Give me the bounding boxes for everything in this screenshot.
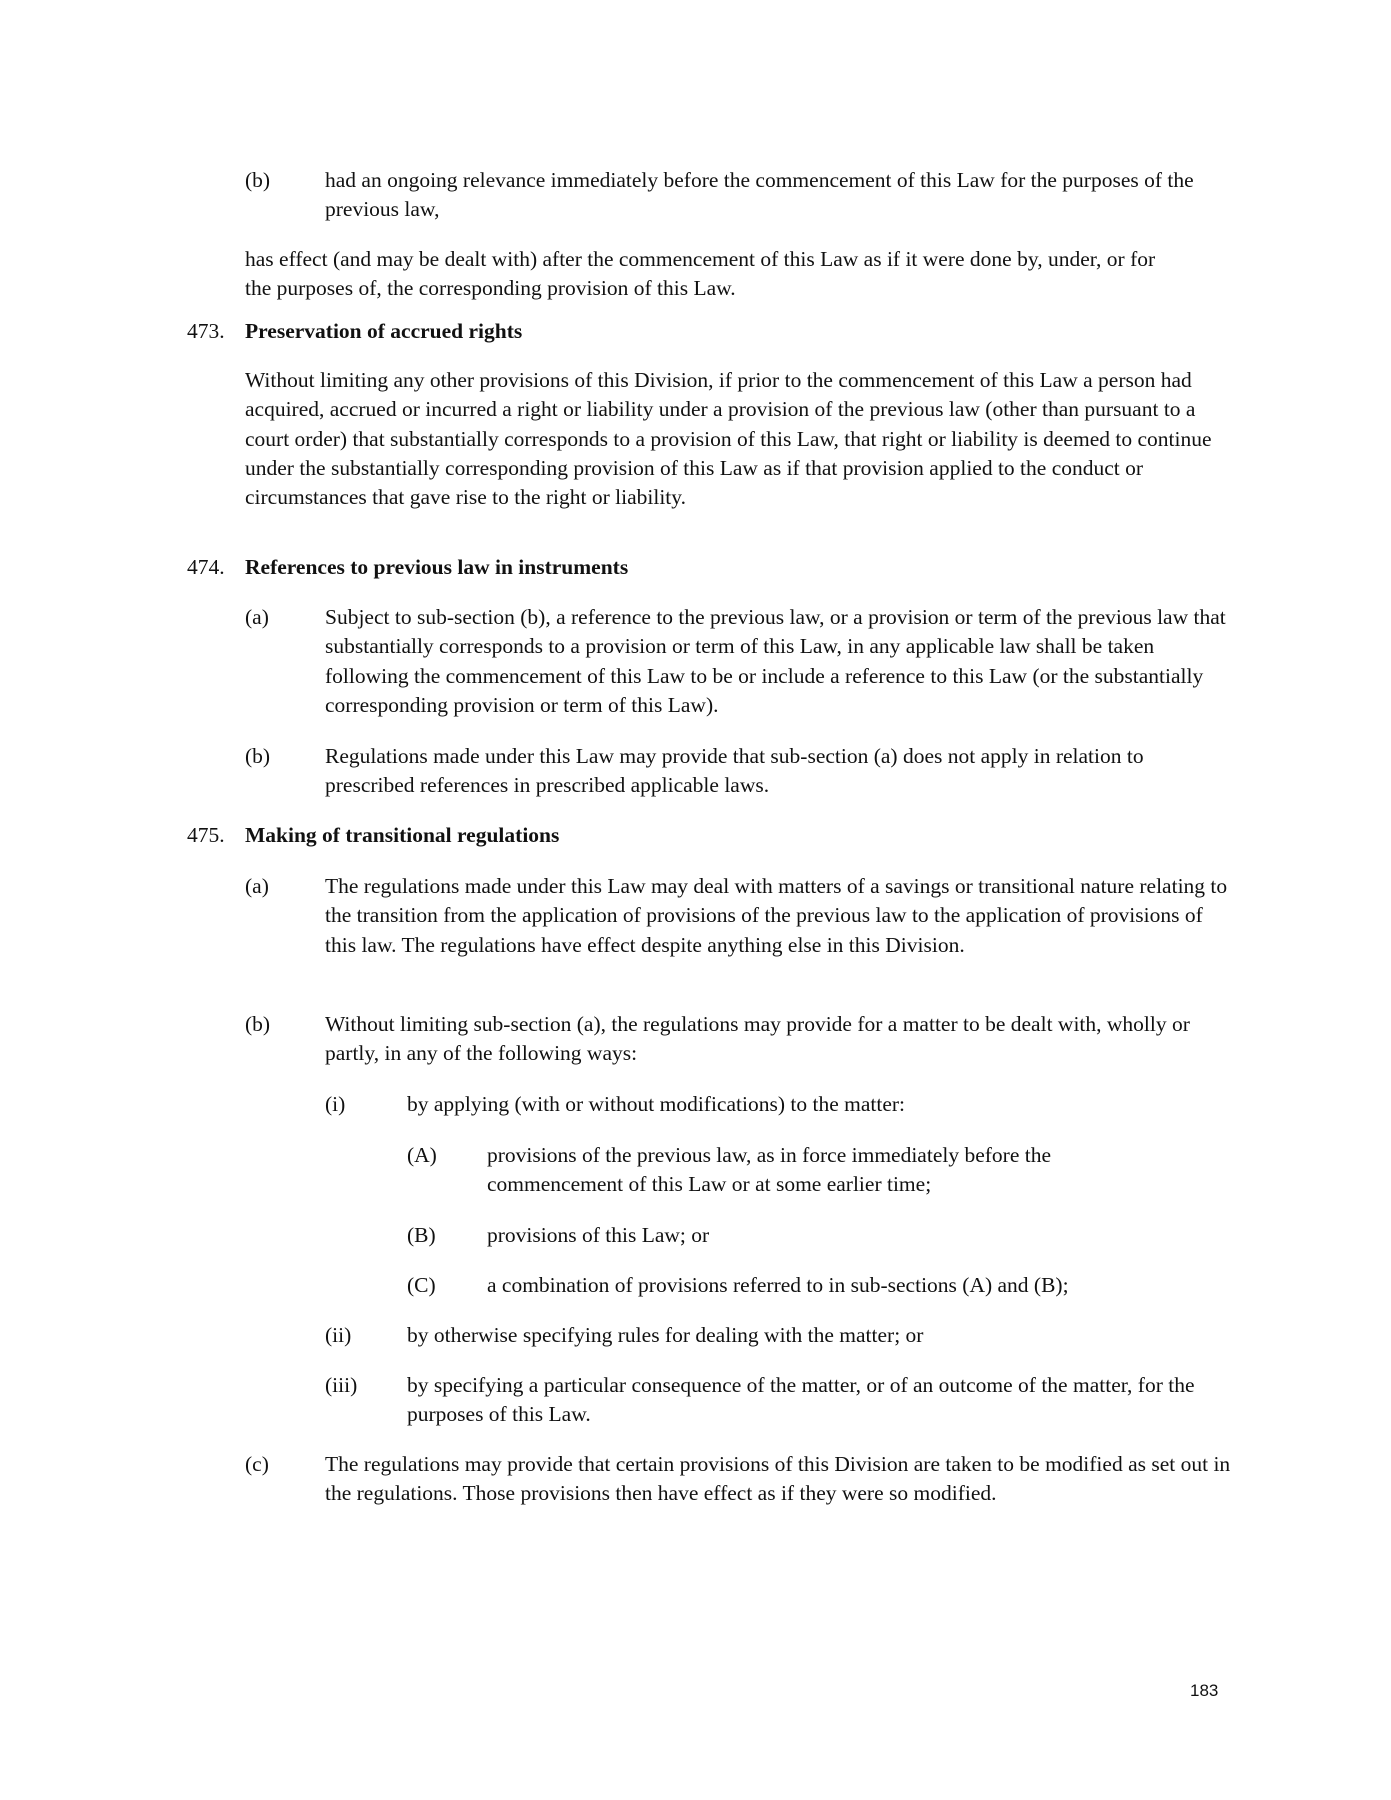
paragraph-has-effect: has effect (and may be dealt with) after the commencement of this Law as if it were done by, under, or for the purposes of, the corresponding provision of this Law. xyxy=(245,247,1156,301)
clause-label: (a) xyxy=(245,605,269,629)
clause-label: (a) xyxy=(245,874,269,898)
section-title: References to previous law in instruments xyxy=(245,555,629,579)
section-title: Making of transitional regulations xyxy=(245,823,560,847)
subclause-label: (iii) xyxy=(325,1373,358,1397)
clause-text: The regulations may provide that certain provisions of this Division are taken to be modified as set out in the regulations. Those provisions then have effect as if they were so modified. xyxy=(325,1452,1231,1506)
subclause-label: (i) xyxy=(325,1092,346,1116)
section-number: 473. xyxy=(187,319,225,343)
clause-label: (b) xyxy=(245,168,271,192)
subclause-text: by specifying a particular consequence of the matter, or of an outcome of the matter, for the purposes of this Law. xyxy=(407,1373,1195,1427)
subclause-label: (ii) xyxy=(325,1323,352,1347)
clause-text: Regulations made under this Law may provide that sub-section (a) does not apply in relation to prescribed references in prescribed applicable laws. xyxy=(325,744,1144,798)
section-number: 475. xyxy=(187,823,225,847)
clause-text: Without limiting sub-section (a), the regulations may provide for a matter to be dealt with, wholly or partly, in any of the following ways: xyxy=(325,1012,1190,1066)
section-473-paragraph: Without limiting any other provisions of this Division, if prior to the commencement of this Law a person had acquired, accrued or incurred a right or liability under a provision of the previous law (other than pursuant to a court order) that substantially corresponds to a provision of this Law, that right or liability is deemed to continue under the substantially corresponding provision of this Law as if that provision applied to the conduct or circumstances that gave rise to the right or liability. xyxy=(245,368,1212,510)
clause-label: (b) xyxy=(245,1012,271,1036)
subclause-label: (B) xyxy=(407,1223,436,1247)
subclause-label: (C) xyxy=(407,1273,436,1297)
clause-label: (b) xyxy=(245,744,271,768)
subclause-text: a combination of provisions referred to in sub-sections (A) and (B); xyxy=(487,1273,1069,1297)
subclause-text: by otherwise specifying rules for dealing with the matter; or xyxy=(407,1323,924,1347)
page-number: 183 xyxy=(1190,1681,1219,1700)
clause-text: The regulations made under this Law may deal with matters of a savings or transitional nature relating to the transition from the application of provisions of the previous law to the application of provisions of this law. The regulations have effect despite anything else in this Division. xyxy=(325,874,1228,957)
subclause-text: provisions of this Law; or xyxy=(487,1223,710,1247)
section-number: 474. xyxy=(187,555,225,579)
clause-text: Subject to sub-section (b), a reference to the previous law, or a provision or term of the previous law that substantially corresponds to a provision or term of this Law, in any applicable law shall be taken following the commencement of this Law to be or include a reference to this Law (or the substantially corresponding provision or term of this Law). xyxy=(325,605,1226,717)
clause-text: had an ongoing relevance immediately before the commencement of this Law for the purposes of the previous law, xyxy=(325,168,1194,222)
subclause-text: provisions of the previous law, as in force immediately before the commencement of this Law or at some earlier time; xyxy=(487,1143,1052,1197)
clause-label: (c) xyxy=(245,1452,269,1476)
subclause-text: by applying (with or without modifications) to the matter: xyxy=(407,1092,905,1116)
subclause-label: (A) xyxy=(407,1143,437,1167)
section-title: Preservation of accrued rights xyxy=(245,319,523,343)
